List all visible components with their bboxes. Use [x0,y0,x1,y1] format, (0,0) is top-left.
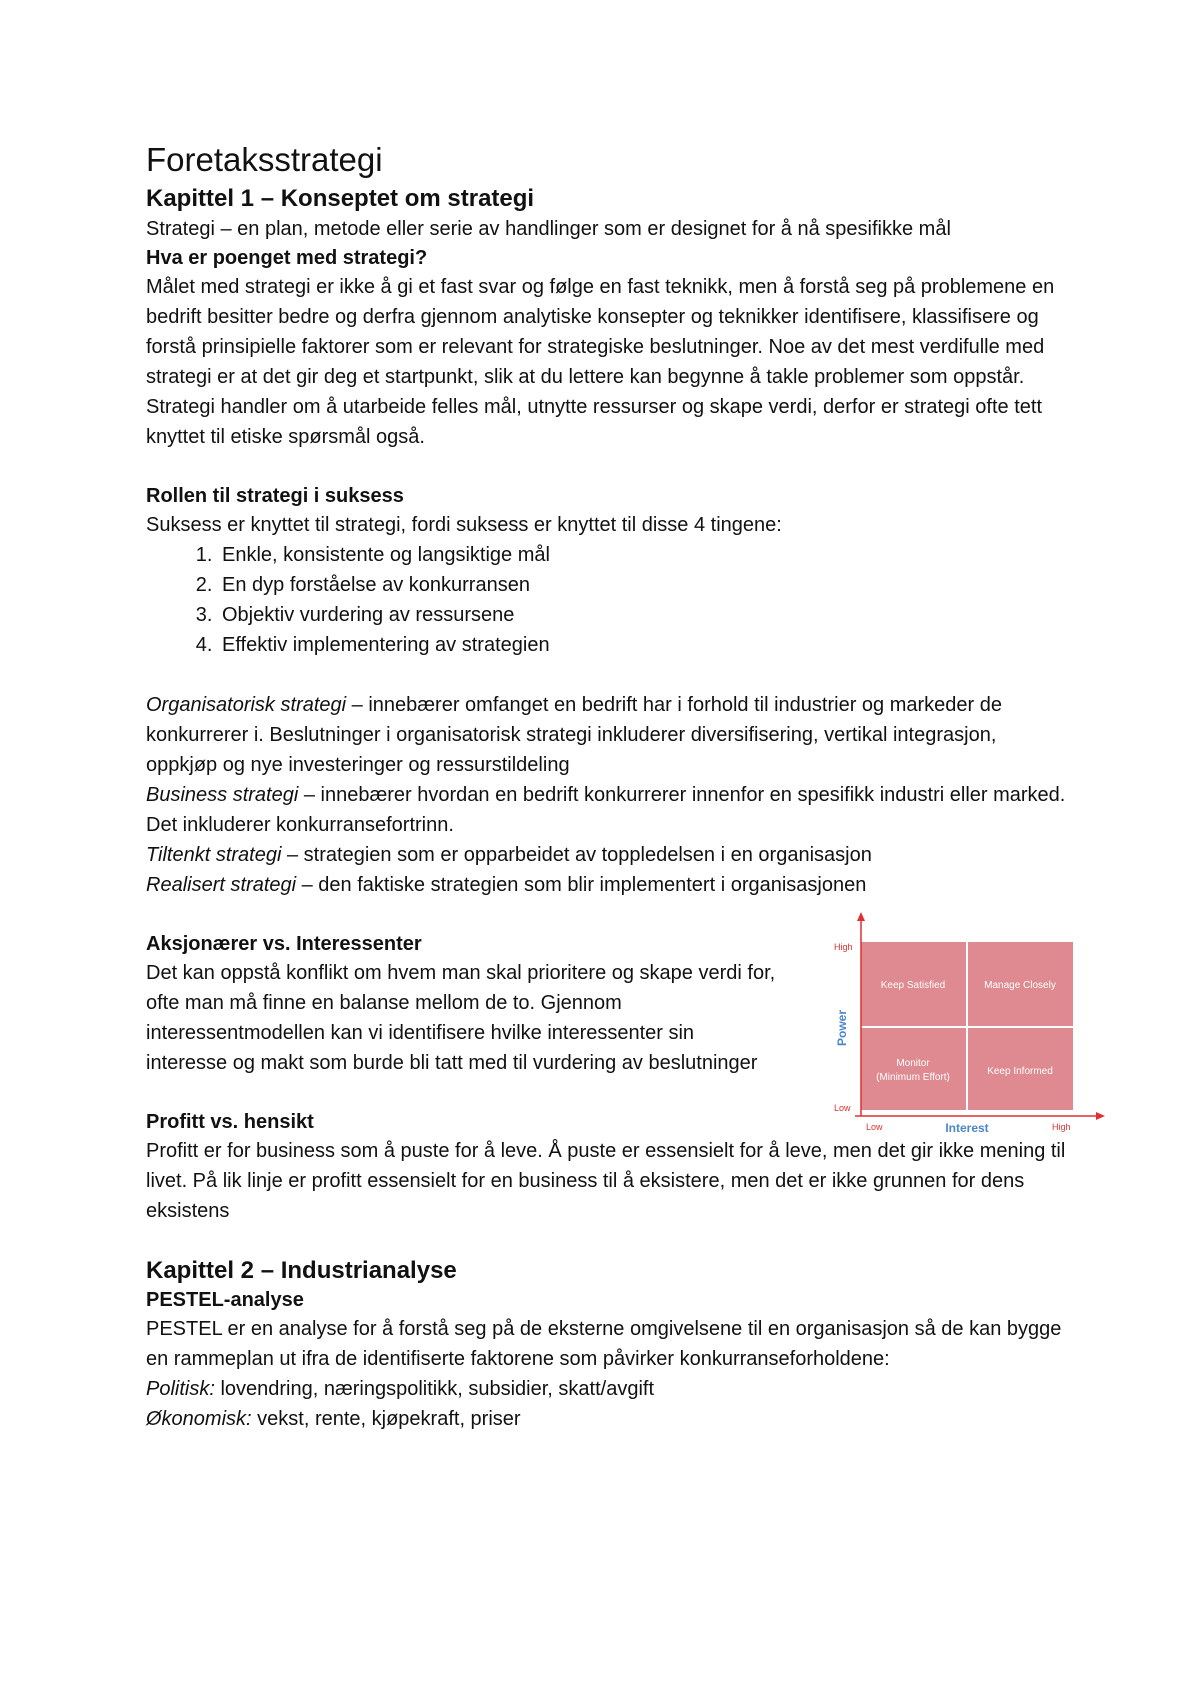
factor-text: vekst, rente, kjøpekraft, priser [251,1407,521,1430]
definition-term: Tiltenkt strategi [146,843,282,866]
document-title: Foretaksstrategi [146,141,383,178]
definition-organisational [146,690,1066,780]
definition-text: – strategien som er opparbeidet av toppledelsen i en organisasjon [281,843,872,866]
success-heading: Rollen til strategi i suksess [146,484,404,507]
stakeholder-text-block [146,930,776,1078]
quadrant-label: Monitor [896,1057,930,1069]
profit-paragraph: Profitt er for business som å puste for å leve. Å puste er essensielt for å leve, men det gir ikke mening til livet. På lik linje er profitt essensielt for en business til å eksistere, men det er ikke grunnen for dens eksistens [146,1139,1066,1222]
point-paragraph: Målet med strategi er ikke å gi et fast svar og følge en fast teknikk, men å forstå seg på problemene en bedrift besitter bedre og derfra gjennom analytiske konsepter og teknikker identifisere, klassifisere og forstå prinsipielle faktorer som er relevant for strategiske beslutninger. Noe av det mest verdifulle med strategi er at det gir deg et startpunkt, slik at du lettere kan begynne å takle problemer som oppstår. Strategi handler om å utarbeide felles mål, utnytte ressurser og skape verdi, derfor er strategi ofte tett knyttet til etiske spørsmål også. [146,275,1055,448]
spacer [146,1226,1066,1256]
definition-business [146,780,1066,840]
quadrant-label: (Minimum Effort) [876,1071,950,1083]
list-item: 1. Enkle, konsistente og langsiktige mål [218,540,1066,570]
chapter2-heading: Kapittel 2 – Industrianalyse [146,1256,457,1284]
chapter1-heading: Kapittel 1 – Konseptet om strategi [146,184,535,212]
list-item: 3. Objektiv vurdering av ressursene [218,600,1066,630]
definition-term: Organisatorisk strategi [146,693,347,716]
strategy-definition: Strategi – en plan, metode eller serie av handlinger som er designet for å nå spesifikke mål [146,217,951,240]
definition-term: Realisert strategi [146,873,297,896]
spacer [146,660,1066,690]
power-interest-matrix [806,910,1106,1138]
stakeholder-heading: Aksjonærer vs. Interessenter [146,932,422,955]
y-axis-label: Power [835,1009,849,1046]
success-intro: Suksess er knyttet til strategi, fordi suksess er knyttet til disse 4 tingene: [146,513,782,536]
factor-term: Økonomisk: [146,1407,252,1430]
definition-text: – innebærer hvordan en bedrift konkurrerer innenfor en spesifikk industri eller marked. Det inkluderer konkurransefortrinn. [146,783,1066,836]
pestel-paragraph: PESTEL er en analyse for å forstå seg på de eksterne omgivelsene til en organisasjon så de kan bygge en rammeplan ut ifra de identifiserte faktorene som påvirker konkurranseforholdene: [146,1317,1062,1370]
list-item: 4. Effektiv implementering av strategien [218,630,1066,660]
pestel-heading: PESTEL-analyse [146,1288,304,1311]
y-axis-arrow [857,912,865,921]
x-tick-low: Low [866,1121,883,1132]
quadrant-label: Manage Closely [984,979,1056,991]
factor-economic [146,1404,1066,1434]
profit-heading: Profitt vs. hensikt [146,1110,314,1133]
factor-text: lovendring, næringspolitikk, subsidier, skatt/avgift [214,1377,655,1400]
point-heading: Hva er poenget med strategi? [146,246,428,269]
spacer [146,452,1066,482]
quadrant-monitor [861,1028,966,1110]
factor-political [146,1374,1066,1404]
definition-term: Business strategi [146,783,299,806]
document-page [146,140,1071,1434]
x-tick-high: High [1052,1121,1071,1132]
stakeholder-paragraph: Det kan oppstå konflikt om hvem man skal prioritere og skape verdi for, ofte man må finne en balanse mellom de to. Gjennom interessentmodellen kan vi identifisere hvilke interessenter sin interesse og makt som burde bli tatt med til vurdering av beslutninger [146,961,776,1074]
quadrant-label: Keep Informed [987,1065,1053,1077]
definition-realised [146,870,1066,900]
matrix-svg [806,910,1106,1138]
success-list [146,540,1066,660]
list-item: 2. En dyp forståelse av konkurransen [218,570,1066,600]
y-tick-low: Low [834,1102,851,1113]
factor-term: Politisk: [146,1377,215,1400]
x-axis-arrow [1096,1112,1105,1120]
definition-intended [146,840,1066,870]
quadrant-label: Keep Satisfied [880,979,946,991]
definition-text: – den faktiske strategien som blir implementert i organisasjonen [296,873,867,896]
y-tick-high: High [834,941,853,952]
definition-text: – innebærer omfanget en bedrift har i forhold til industrier og markeder de konkurrerer i. Beslutninger i organisatorisk strategi inkluderer diversifisering, vertikal integrasjon, oppkjøp og nye investeringer og ressurstildeling [146,693,1002,776]
x-axis-label: Interest [945,1120,989,1135]
